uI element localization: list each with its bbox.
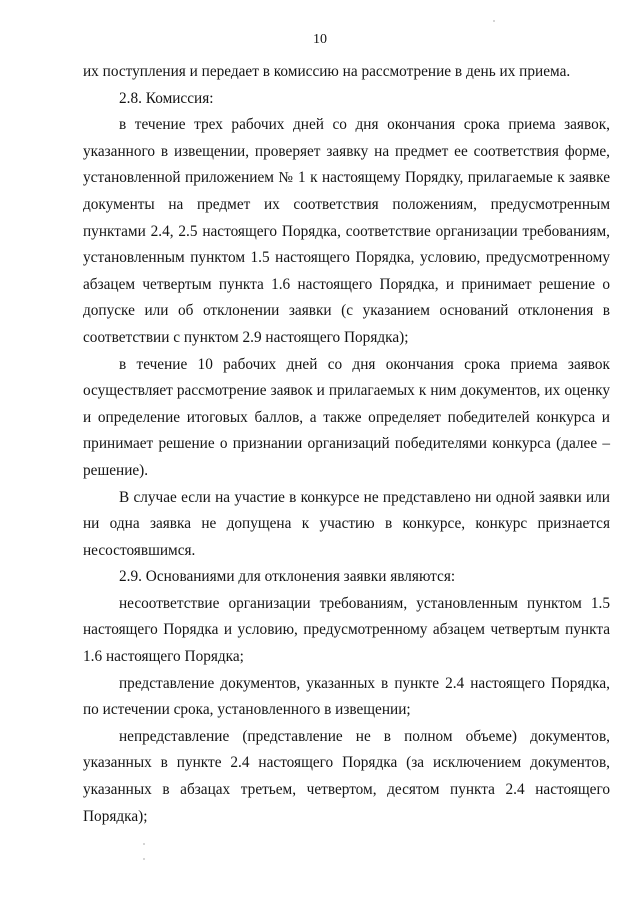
scan-speck (143, 858, 145, 860)
scan-speck (143, 843, 145, 845)
scan-speck (493, 20, 495, 22)
paragraph-contest-failed: В случае если на участие в конкурсе не представлено ни одной заявки или ни одна заявка не допущена к участию в конкурсе, конкурс признается несостоявшимся. (83, 488, 610, 559)
page-number: 10 (313, 32, 327, 47)
paragraph-commission-check: в течение трех рабочих дней со дня окончания срока приема заявок, указанного в извещении, проверяет заявку на предмет ее соответствия форме, установленной приложением № 1 к настоящему Порядку, прилагаемые к заявке документы на предмет их соответствия положениям, предусмотренным пунктами 2.4, 2.5 настоящего Порядка, соответствие организации требованиям, установленным пунктом 1.5 настоящего Порядка, условию, предусмотренному абзацем четвертым пункта 1.6 настоящего Порядка, и принимает решение о допуске или об отклонении заявки (с указанием оснований отклонения в соответствии с пунктом 2.9 настоящего Порядка); (83, 116, 610, 346)
paragraph-rejection-reason-2: представление документов, указанных в пункте 2.4 настоящего Порядка, по истечении срока, установленного в извещении; (83, 674, 610, 719)
paragraph-commission-review: в течение 10 рабочих дней со дня окончания срока приема заявок осуществляет рассмотрение заявок и прилагаемых к ним документов, их оценку и определение итоговых баллов, а также определяет победителей конкурса и принимает решение о признании организаций победителями конкурса (далее – решение). (83, 355, 610, 479)
section-heading-2-8: 2.8. Комиссия: (119, 89, 214, 107)
paragraph-rejection-reason-1: несоответствие организации требованиям, установленным пунктом 1.5 настоящего Порядка и условию, предусмотренному абзацем четвертым пункта 1.6 настоящего Порядка; (83, 594, 610, 666)
paragraph-rejection-reason-3: непредставление (представление не в полном объеме) документов, указанных в пункте 2.4 настоящего Порядка (за исключением документов, указанных в абзацах третьем, четвертом, десятом пункта 2.4 настоящего Порядка); (83, 727, 610, 825)
document-body (83, 59, 610, 830)
section-heading-2-9: 2.9. Основаниями для отклонения заявки являются: (119, 568, 456, 586)
paragraph-continuation: их поступления и передает в комиссию на рассмотрение в день их приема. (83, 63, 571, 80)
